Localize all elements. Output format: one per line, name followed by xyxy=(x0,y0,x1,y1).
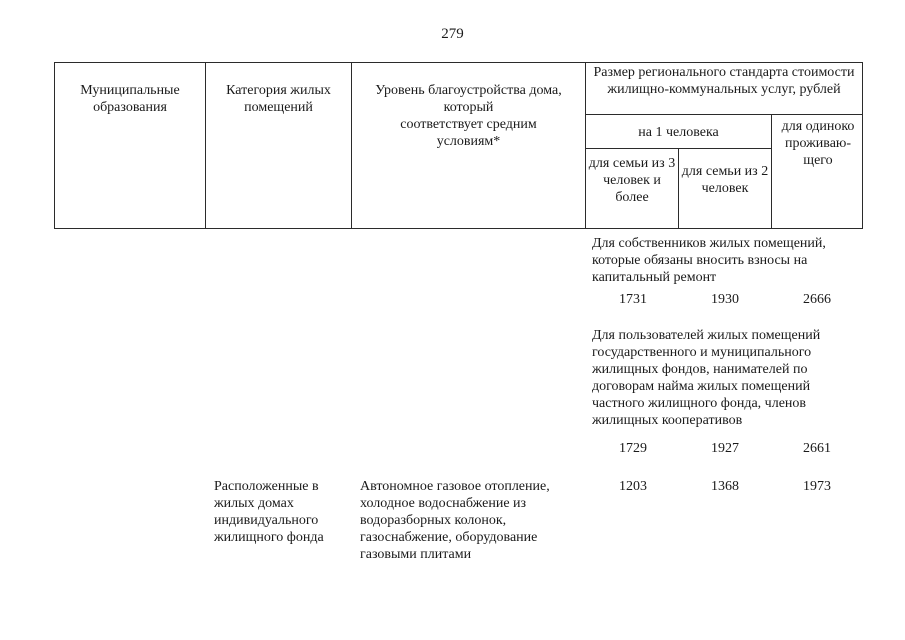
header-group-title: Размер регионального стандарта стоимости жилищно-коммунальных услуг, рублей xyxy=(593,65,855,97)
header-category: Категория жилых помещений xyxy=(226,83,331,115)
row-category: Расположенные в жилых домах индивидуального жилищного фонда xyxy=(214,479,324,545)
header-level xyxy=(354,82,583,150)
header-level-line1: Уровень благоустройства дома, xyxy=(375,83,562,98)
table-left-border xyxy=(54,62,55,229)
col3-divider xyxy=(585,62,586,229)
section-users-value-single: 2661 xyxy=(803,441,831,456)
col2-divider xyxy=(351,62,352,229)
row-level: Автономное газовое отопление, холодное водоснабжение из водоразборных колонок, газоснабжение, оборудование газовыми плитами xyxy=(360,479,550,562)
row-value-single: 1973 xyxy=(803,479,831,494)
header-single: для одиноко проживаю-щего xyxy=(781,119,855,168)
section-owners-value-family2: 1930 xyxy=(711,292,739,307)
table-right-border xyxy=(862,62,863,229)
header-family3: для семьи из 3 человек и более xyxy=(588,156,676,205)
section-owners-title: Для собственников жилых помещений, которые обязаны вносить взносы на капитальный ремонт xyxy=(592,236,826,285)
header-level-line4: условиям* xyxy=(436,134,501,149)
section-owners-value-family3: 1731 xyxy=(619,292,647,307)
section-owners-value-single: 2666 xyxy=(803,292,831,307)
section-users-value-family3: 1729 xyxy=(619,441,647,456)
table-top-border xyxy=(54,62,863,63)
table-header-bottom-border xyxy=(54,228,863,229)
row-value-family3: 1203 xyxy=(619,479,647,494)
col1-divider xyxy=(205,62,206,229)
page-number: 279 xyxy=(441,26,464,42)
single-divider xyxy=(771,114,772,229)
section-users-title: Для пользователей жилых помещений государственного и муниципального жилищных фондов, нанимателей по договорам найма жилых помещений частного жилищного фонда, членов жилищных кооперативов xyxy=(592,328,821,428)
header-municipal: Муниципальные образования xyxy=(80,83,180,115)
header-level-line2: который xyxy=(443,100,494,115)
group-divider-line xyxy=(585,114,863,115)
section-users-value-family2: 1927 xyxy=(711,441,739,456)
header-family2: для семьи из 2 человек xyxy=(681,164,769,196)
header-level-line3: соответствует средним xyxy=(400,117,537,132)
header-per-person: на 1 человека xyxy=(638,125,719,140)
row-value-family2: 1368 xyxy=(711,479,739,494)
family-divider xyxy=(678,148,679,229)
